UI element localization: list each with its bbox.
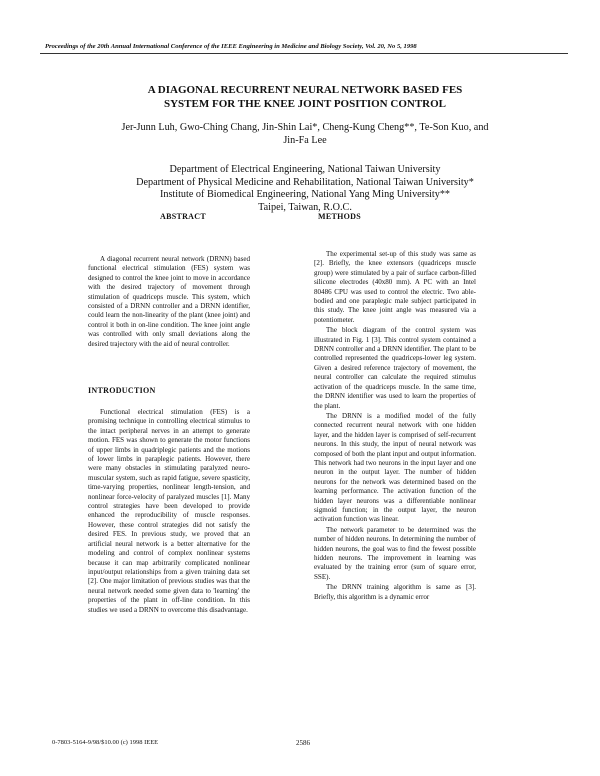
author-list <box>70 121 540 147</box>
introduction-column <box>88 408 250 615</box>
methods-paragraph-5: The DRNN training algorithm is same as [3]. Briefly, this algorithm is a dynamic error <box>314 583 476 601</box>
title-line-2: SYSTEM FOR THE KNEE JOINT POSITION CONTROL <box>164 98 446 110</box>
paper-title <box>60 83 550 111</box>
authors-line-1: Jer-Junn Luh, Gwo-Ching Chang, Jin-Shin Lai*, Cheng-Kung Cheng**, Te-Son Kuo, and <box>121 122 489 133</box>
affiliation-1: Department of Electrical Engineering, National Taiwan University <box>169 164 441 175</box>
authors-line-2: Jin-Fa Lee <box>283 135 327 146</box>
methods-paragraph-3: The DRNN is a modified model of the fully connected recurrent neural network with one hidden layer, and the hidden layer is comprised of self-recurrent neurons. In this study, the input of neural network was composed of both the plant input and output information. This network had two neurons in the input layer and one neuron in the output layer. The number of hidden neurons for the network was determined based on the learning performance. The activation function of the hidden layer neurons was a differentiable nonlinear sigmoid function; in the output layer, the neuron activation function was linear. <box>314 411 476 524</box>
methods-paragraph-1: The experimental set-up of this study was same as [2]. Briefly, the knee extensors (quadriceps muscle group) were stimulated by a pair of surface carbon-filled silicone electrodes (40x80 mm). A PC with an Intel 80486 CPU was used to control the electric. Two able-bodied and one paraplegic male subject participated in this study. The knee joint angle was measured via a potentiometer. <box>314 250 476 324</box>
page-number: 2586 <box>296 739 310 747</box>
introduction-paragraph-1: Functional electrical stimulation (FES) is a promising technique in controlling electrical stimulus to the intact peripheral nerves in an attempt to generate motion. FES was shown to generate the motor functions of upper limbs in quadriplegic patients and the motions of lower limbs in paraplegic patients. However, there were many obstacles in stimulating paralyzed neuro-muscular system, such as rapid fatigue, severe spasticity, time-varying properties, nonlinear length-tension, and nonlinear force-velocity of paralyzed muscles [1]. Many control strategies have been developed to provide enhanced the reproducibility of muscle responses. However, these control strategies did not satisfy the desired FES. In previous study, we proved that an artificial neural network is a better alternative for the modeling and control of complex nonlinear systems because it can map arbitrarily complicated nonlinear input/output relationships from a given training data set [2]. One major limitation of previous studies was that the neural network needed some given data to 'learning' the properties of the plant in off-line condition. In this studies we used a DRNN to overcome this disadvantage. <box>88 408 250 614</box>
affiliation-4: Taipei, Taiwan, R.O.C. <box>258 201 352 213</box>
header-rule <box>40 53 568 54</box>
methods-paragraph-2: The block diagram of the control system was illustrated in Fig. 1 [3]. This control system contained a DRNN controller and a DRNN identifier. The plant to be controlled represented the quadriceps-lower leg system. Given a desired reference trajectory of movement, the neural controller can calculate the required stimulus activation of the quadriceps muscle. In the same time, the DRNN identifier was used to learn the properties of the plant. <box>314 326 476 410</box>
title-line-1: A DIAGONAL RECURRENT NEURAL NETWORK BASED FES <box>147 84 463 96</box>
methods-heading: METHODS <box>318 212 361 221</box>
abstract-column <box>88 255 250 349</box>
running-head: Proceedings of the 20th Annual International Conference of the IEEE Engineering in Medicine and Biology Society, Vol. 20, No 5, 1998 <box>45 43 417 50</box>
introduction-heading: INTRODUCTION <box>88 386 156 395</box>
methods-column <box>314 250 476 602</box>
methods-paragraph-4: The network parameter to be determined was the number of hidden neurons. In determining the number of hidden neurons, the goal was to find the fewest possible hidden neurons. The improvement in learning was evaluated by the training error (sum of square error, SSE). <box>314 525 476 581</box>
copyright-line: 0-7803-5164-9/98/$10.00 (c) 1998 IEEE <box>52 739 159 746</box>
affiliation-2: Department of Physical Medicine and Rehabilitation, National Taiwan University* <box>136 176 474 188</box>
affiliation-3: Institute of Biomedical Engineering, National Yang Ming University** <box>159 189 451 200</box>
abstract-heading: ABSTRACT <box>160 212 206 221</box>
abstract-text: A diagonal recurrent neural network (DRNN) based functional electrical stimulation (FES) system was designed to control the knee joint to move in accordance with the desired trajectory of movement through stimulation of quadriceps muscle. This system, which consisted of a DRNN controller and a DRNN identifier, could learn the non-linearity of the plant (knee joint) and control it both in on-line condition. The knee joint angle was controlled with only small deviations along the desired trajectory with the aid of neural controller. <box>88 255 250 348</box>
affiliations <box>70 164 540 214</box>
